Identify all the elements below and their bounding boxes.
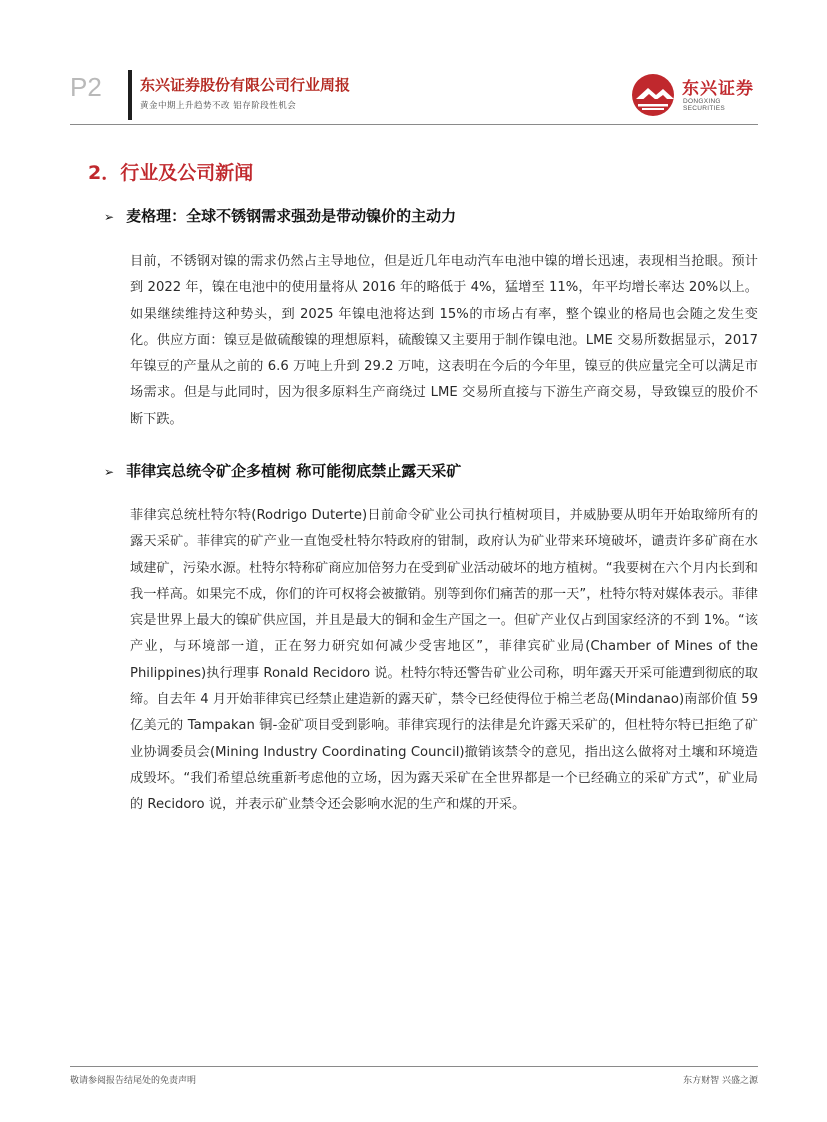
footer-disclaimer: 敬请参阅报告结尾处的免责声明 [70,1076,197,1086]
news-heading-text: 麦格理：全球不锈钢需求强劲是带动镍价的主动力 [126,207,457,225]
header-rule [70,124,758,125]
company-logo [630,70,760,120]
section-title: 2．行业及公司新闻 [88,162,254,184]
logo-subtext: DONGXING SECURITIES [683,98,726,112]
footer-slogan: 东方财智 兴盛之源 [683,1076,758,1086]
news-heading [104,460,461,481]
page-header [0,0,827,130]
report-title: 东兴证券股份有限公司行业周报 [140,76,351,94]
header-divider [128,70,132,120]
page-number: P2 [70,72,102,102]
footer-rule [70,1066,758,1067]
logo-mark-icon [630,72,680,118]
news-heading [104,205,456,226]
report-subtitle: 黄金中期上升趋势不改 铝存阶段性机会 [140,101,297,111]
news-body: 目前，不锈钢对镍的需求仍然占主导地位，但是近几年电动汽车电池中镍的增长迅速，表现相当抢眼。预计到 2022 年，镍在电池中的使用量将从 2016 年的略低于 4%，猛增至 11%，年平均增长率达 20%以上。如果继续维持这种势头，到 2025 年镍电池将达到 15%的市场占有率，整个镍业的格局也会随之发生变化。供应方面：镍豆是做硫酸镍的理想原料，硫酸镍又主要用于制作镍电池。LME 交易所数据显示，2017 年镍豆的产量从之前的 6.6 万吨上升到 29.2 万吨，这表明在今后的今年里，镍豆的供应量完全可以满足市场需求。但是与此同时，因为很多原料生产商绕过 LME 交易所直接与下游生产商交易，导致镍豆的股价不断下跌。 [130,254,758,427]
news-body: 菲律宾总统杜特尔特(Rodrigo Duterte)日前命令矿业公司执行植树项目，并威胁要从明年开始取缔所有的露天采矿。菲律宾的矿产业一直饱受杜特尔特政府的钳制，政府认为矿业带来环境破坏，谴责许多矿商在水域建矿，污染水源。杜特尔特称矿商应加倍努力在受到矿业活动破坏的地方植树。“我要树在六个月内长到和我一样高。如果完不成，你们的许可权将会被撤销。别等到你们痛苦的那一天”，杜特尔特对媒体表示。菲律宾是世界上最大的镍矿供应国，并且是最大的铜和金生产国之一。但矿产业仅占到国家经济的不到 1%。“该产业，与环境部一道，正在努力研究如何减少受害地区”，菲律宾矿业局(Chamber of Mines of the Philippines)执行理事 Ronald Recidoro 说。杜特尔特还警告矿业公司称，明年露天开采可能遭到彻底的取缔。自去年 4 月开始菲律宾已经禁止建造新的露天矿，禁令已经使得位于棉兰老岛(Mindanao)南部价值 59 亿美元的 Tampakan 铜-金矿项目受到影响。菲律宾现行的法律是允许露天采矿的，但杜特尔特已拒绝了矿业协调委员会(Mining Industry Coordinating Council)撤销该禁令的意见，指出这么做将对土壤和环境造成毁坏。“我们希望总统重新考虑他的立场，因为露天采矿在全世界都是一个已经确立的采矿方式”，矿业局的 Recidoro 说，并表示矿业禁令还会影响水泥的生产和煤的开采。 [130,508,758,813]
bullet-arrow-icon: ➢ [104,465,115,479]
logo-text: 东兴证券 [682,79,754,99]
bullet-arrow-icon: ➢ [104,210,115,224]
news-heading-text: 菲律宾总统令矿企多植树 称可能彻底禁止露天采矿 [126,462,462,480]
